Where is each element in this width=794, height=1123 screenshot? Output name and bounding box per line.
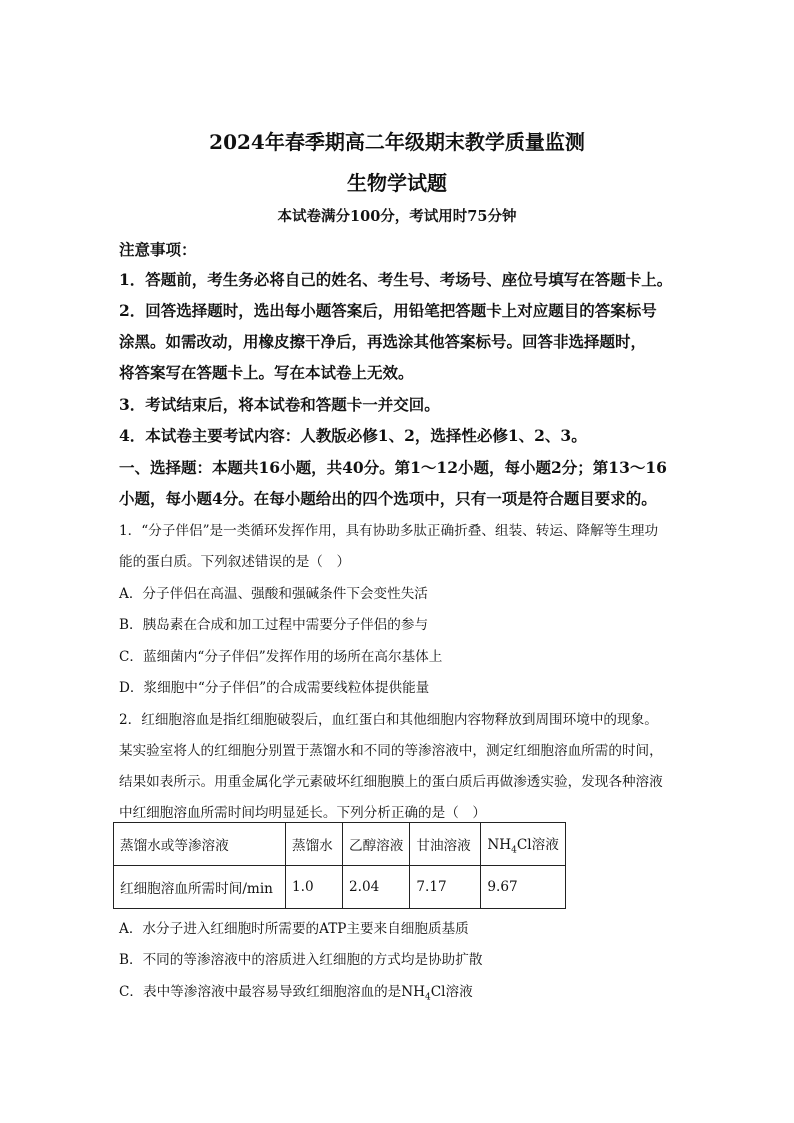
notes-heading: 注意事项： <box>119 240 197 259</box>
question-2-stem: 某实验室将人的红细胞分别置于蒸馏水和不同的等渗溶液中，测定红细胞溶血所需的时间， <box>119 743 663 759</box>
exam-title: 2024年春季期高二年级期末教学质量监测 <box>209 130 585 154</box>
question-1-stem: 能的蛋白质。下列叙述错误的是（ ） <box>119 554 351 570</box>
table-header-cell <box>481 823 566 866</box>
section-heading: 一、选择题：本题共16小题，共40分。第1～12小题，每小题2分；第13～16 <box>119 458 667 477</box>
table-row <box>114 866 566 909</box>
section-heading-cont: 小题，每小题4分。在每小题给出的四个选项中，只有一项是符合题目要求的。 <box>119 489 657 508</box>
note-line: 将答案写在答题卡上。写在本试卷上无效。 <box>119 363 414 382</box>
option-text: Cl溶液 <box>430 984 473 1000</box>
formula-subscript: 4 <box>511 845 517 856</box>
option-text: C．表中等渗溶液中最容易导致红细胞溶血的是NH <box>119 984 426 1000</box>
question-1-option-a: A．分子伴侣在高温、强酸和强碱条件下会变性失活 <box>119 586 428 602</box>
note-line: 1．答题前，考生务必将自己的姓名、考生号、考场号、座位号填写在答题卡上。 <box>119 270 673 289</box>
hemolysis-table <box>113 822 566 909</box>
question-2-option-a: A．水分子进入红细胞时所需要的ATP主要来自细胞质基质 <box>119 921 469 937</box>
formula-subscript: 4 <box>425 992 431 1003</box>
formula-text: Cl溶液 <box>516 836 559 853</box>
question-1-option-c: C．蓝细菌内“分子伴侣”发挥作用的场所在高尔基体上 <box>119 649 443 665</box>
question-2-stem: 结果如表所示。用重金属化学元素破坏红细胞膜上的蛋白质后再做渗透实验，发现各种溶液 <box>119 774 663 790</box>
question-2-stem: 中红细胞溶血所需时间均明显延长。下列分析正确的是（ ） <box>119 805 487 821</box>
table-cell: 红细胞溶血所需时间/min <box>114 866 286 909</box>
note-line: 3．考试结束后，将本试卷和答题卡一并交回。 <box>119 395 440 414</box>
question-2-option-c <box>119 980 473 1003</box>
question-1-stem: 1．“分子伴侣”是一类循环发挥作用，具有协助多肽正确折叠、组装、转运、降解等生理功 <box>119 523 659 539</box>
table-cell: 1.0 <box>286 866 343 909</box>
table-cell: 9.67 <box>481 866 566 909</box>
table-cell: 7.17 <box>410 866 481 909</box>
table-header-cell: 蒸馏水 <box>286 823 343 866</box>
note-line: 4．本试卷主要考试内容：人教版必修1、2，选择性必修1、2、3。 <box>119 426 587 445</box>
question-1-option-b: B．胰岛素在合成和加工过程中需要分子伴侣的参与 <box>119 617 429 633</box>
table-header-cell: 甘油溶液 <box>410 823 481 866</box>
question-1-option-d: D．浆细胞中“分子伴侣”的合成需要线粒体提供能量 <box>119 680 430 696</box>
table-header-cell: 乙醇溶液 <box>343 823 410 866</box>
formula-text: NH <box>487 836 512 853</box>
question-2-option-b: B．不同的等渗溶液中的溶质进入红细胞的方式均是协助扩散 <box>119 952 483 968</box>
table-header-row <box>114 823 566 866</box>
table-cell: 2.04 <box>343 866 410 909</box>
exam-subtitle: 本试卷满分100分，考试用时75分钟 <box>277 208 517 225</box>
exam-subject: 生物学试题 <box>347 171 447 195</box>
question-2-stem: 2．红细胞溶血是指红细胞破裂后，血红蛋白和其他细胞内容物释放到周围环境中的现象。 <box>119 712 658 728</box>
table-header-cell: 蒸馏水或等渗溶液 <box>114 823 286 866</box>
note-line: 2．回答选择题时，选出每小题答案后，用铅笔把答题卡上对应题目的答案标号 <box>119 301 657 320</box>
note-line: 涂黑。如需改动，用橡皮擦干净后，再选涂其他答案标号。回答非选择题时， <box>119 332 647 351</box>
